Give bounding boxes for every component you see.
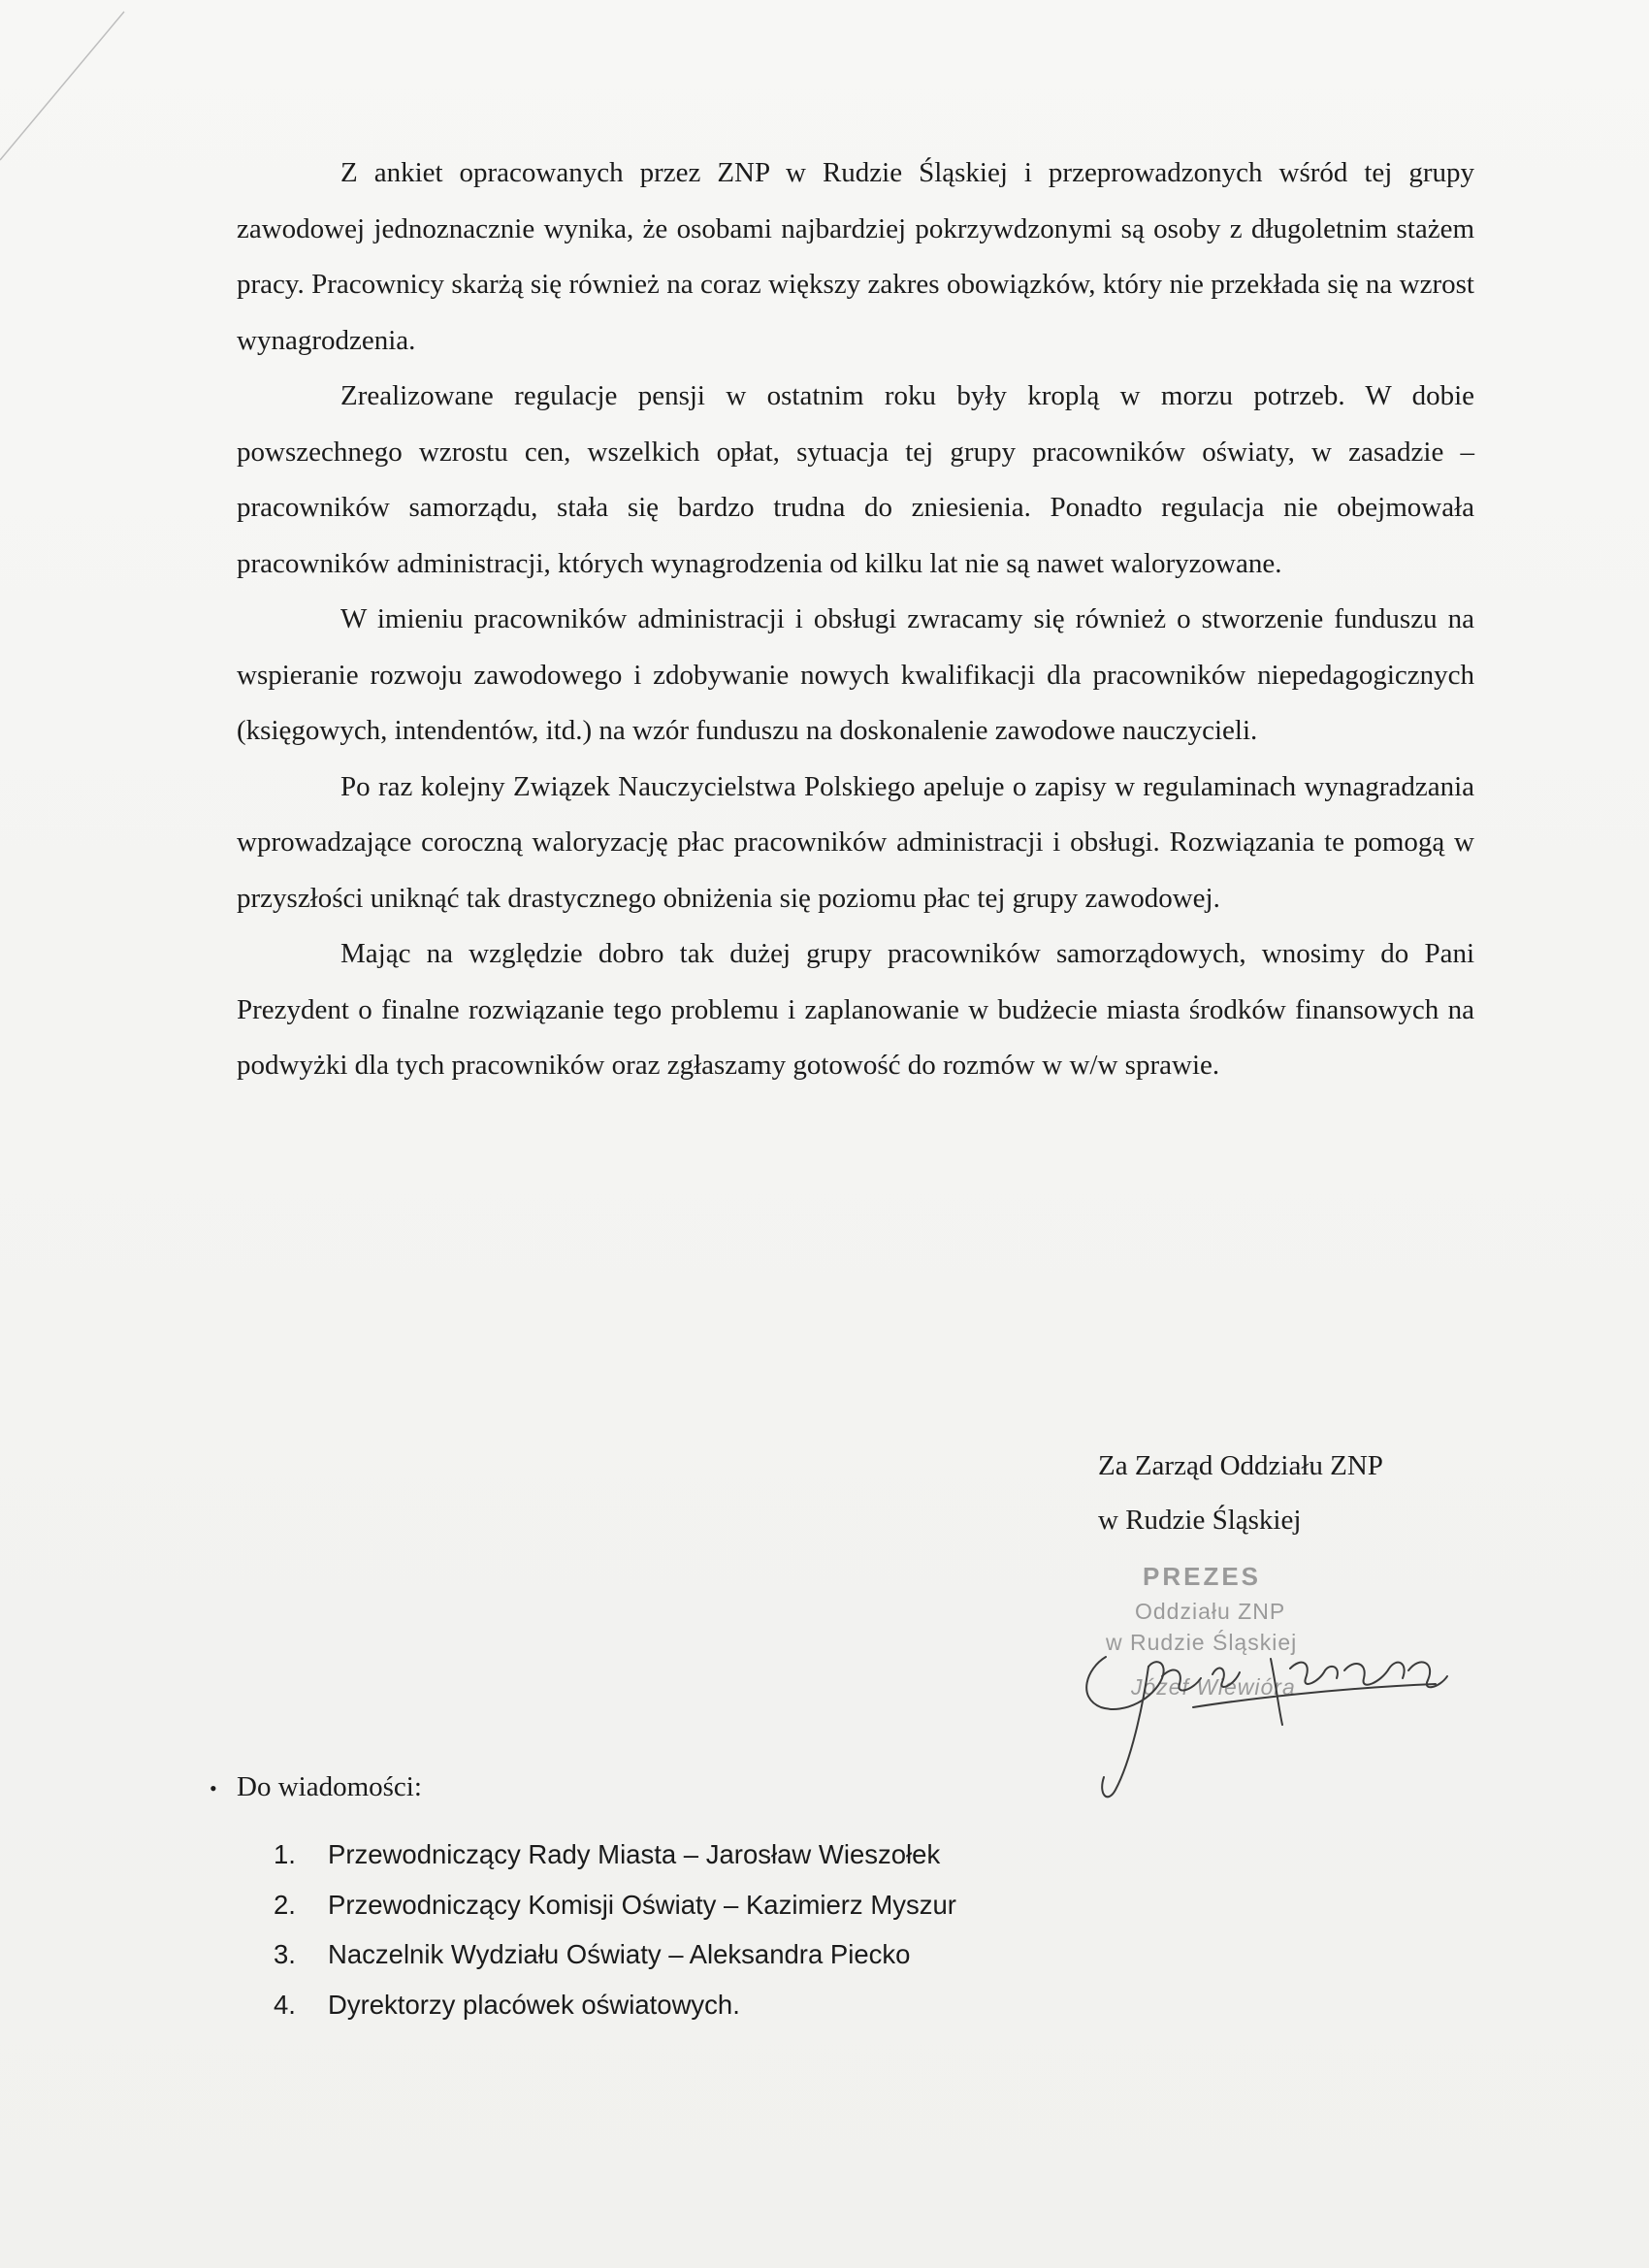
paragraph-5: Mając na względzie dobro tak dużej grupy pracowników samorządowych, wnosimy do Pani Prezydent o finalne rozwiązanie tego problemu i zaplanowanie w budżecie miasta środków finansowych na podwyżki dla tych pracowników oraz zgłaszamy gotowość do rozmów w w/w sprawie.	[237, 938, 1474, 1081]
signoff-line-1: Za Zarząd Oddziału ZNP	[1098, 1450, 1383, 1481]
paragraph-2: Zrealizowane regulacje pensji w ostatnim roku były kroplą w morzu potrzeb. W dobie powszechnego wzrostu cen, wszelkich opłat, sytuacja tej grupy pracowników oświaty, w zasadzie – pracowników samorządu, stała się bardzo trudna do zniesienia. Ponadto regulacja nie obejmowała pracowników administracji, których wynagrodzenia od kilku lat nie są nawet waloryzowane.	[237, 380, 1474, 579]
list-item-text: Naczelnik Wydziału Oświaty – Aleksandra Piecko	[328, 1939, 911, 1969]
list-item-number: 4.	[274, 1989, 296, 2020]
cc-list	[274, 1830, 956, 2029]
list-item-text: Przewodniczący Komisji Oświaty – Kazimierz Myszur	[328, 1889, 956, 1920]
stamp-name: Józef Wiewióra	[1131, 1674, 1296, 1700]
signoff-line-2: w Rudzie Śląskiej	[1098, 1505, 1302, 1536]
paragraph-3: W imieniu pracowników administracji i obsługi zwracamy się również o stworzenie funduszu na wspieranie rozwoju zawodowego i zdobywanie nowych kwalifikacji dla pracowników niepedagogicznych (księgowych, intendentów, itd.) na wzór funduszu na doskonalenie zawodowe nauczycieli.	[237, 603, 1474, 746]
list-item	[274, 1880, 956, 1930]
bullet-icon: •	[210, 1776, 217, 1800]
stamp-city: w Rudzie Śląskiej	[1106, 1630, 1298, 1655]
list-item-text: Dyrektorzy placówek oświatowych.	[328, 1989, 740, 2020]
list-item-text: Przewodniczący Rady Miasta – Jarosław Wieszołek	[328, 1839, 941, 1869]
paragraph-1: Z ankiet opracowanych przez ZNP w Rudzie Śląskiej i przeprowadzonych wśród tej grupy zawodowej jednoznacznie wynika, że osobami najbardziej pokrzywdzonymi są osoby z długoletnim stażem pracy. Pracownicy skarżą się również na coraz większy zakres obowiązków, który nie przekłada się na wzrost wynagrodzenia.	[237, 157, 1474, 356]
letter-body	[237, 146, 1474, 1094]
cc-heading	[210, 1767, 422, 1808]
page-corner-fold	[0, 0, 136, 175]
list-item	[274, 1830, 956, 1880]
stamp-title: PREZES	[1143, 1562, 1262, 1591]
handwritten-signature	[1048, 1562, 1474, 1804]
paragraph-4: Po raz kolejny Związek Nauczycielstwa Polskiego apeluje o zapisy w regulaminach wynagradzania wprowadzające coroczną waloryzację płac pracowników administracji i obsługi. Rozwiązania te pomogą w przyszłości uniknąć tak drastycznego obniżenia się poziomu płac tej grupy zawodowej.	[237, 770, 1474, 914]
stamp-org: Oddziału ZNP	[1135, 1599, 1286, 1624]
list-item-number: 2.	[274, 1889, 296, 1920]
list-item-number: 1.	[274, 1839, 296, 1869]
list-item	[274, 1980, 956, 2030]
signoff-block	[1098, 1439, 1383, 1547]
cc-heading-label: Do wiadomości:	[237, 1771, 422, 1802]
list-item	[274, 1929, 956, 1980]
president-stamp	[1048, 1562, 1474, 1804]
list-item-number: 3.	[274, 1939, 296, 1969]
